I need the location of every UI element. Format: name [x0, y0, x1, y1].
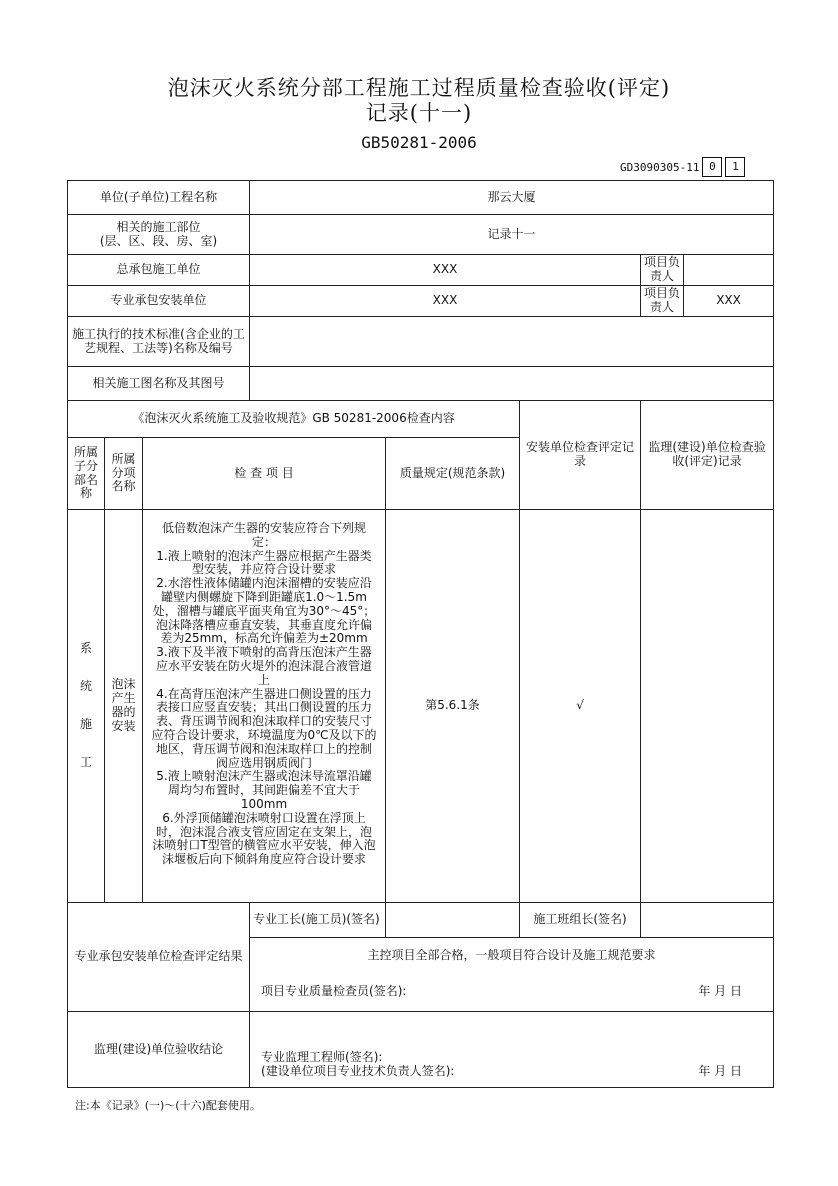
supervisor-engineer-label: 专业监理工程师(签名): — [261, 1050, 383, 1065]
project-manager-value-1 — [684, 255, 774, 286]
foreman-signature-value — [386, 903, 520, 938]
form-code — [620, 156, 745, 178]
check-item: 5.液上喷射泡沫产生器或泡沫导流罩沿罐周均匀布置时，其间距偏差不宜大于100mm — [156, 769, 372, 811]
footer-note: 注:本《记录》(一)～(十六)配套使用。 — [75, 1099, 261, 1112]
owner-tech-label: (建设单位项目专业技术负责人签名): — [261, 1064, 455, 1079]
form-code-text: GD3090305-11 — [620, 160, 700, 174]
tech-standard-value — [250, 317, 774, 367]
installer-result-text: 主控项目全部合格，一般项目符合设计及施工规范要求 — [250, 938, 774, 974]
inspection-form-table — [67, 180, 774, 1088]
subsection-char-4: 工 — [79, 754, 92, 769]
check-item: 4.在高背压泡沫产生器进口侧设置的压力表接口应竖直安装；其出口侧设置的压力表、背压调节阀和泡沫取样口的安装尺寸应符合设计要求，环境温度为0℃及以下的地区，背压调节阀和泡沫取样口上的控制阀应选用钢质阀门 — [151, 686, 377, 770]
col-check-item-header: 检 查 项 目 — [143, 438, 386, 510]
check-item-intro: 低倍数泡沫产生器的安装应符合下列规定： — [162, 521, 367, 549]
inspector-signature-label: 项目专业质量检查员(签名): — [261, 984, 407, 999]
form-title-line2: 记录(十一) — [365, 101, 473, 125]
form-code-box-1: 0 — [702, 157, 722, 177]
check-item: 1.液上喷射的泡沫产生器应根据产生器类型安装，并应符合设计要求 — [156, 548, 372, 577]
check-content-header: 《泡沫灭火系统施工及验收规范》GB 50281-2006检查内容 — [68, 401, 520, 438]
installer-check-mark: √ — [520, 510, 641, 903]
drawing-label: 相关施工图名称及其图号 — [68, 367, 250, 401]
foreman-signature-label: 专业工长(施工员)(签名) — [250, 903, 386, 938]
supervisor-record-header: 监理(建设)单位检查验收(评定)记录 — [641, 401, 774, 510]
project-manager-label-1: 项目负责人 — [641, 255, 684, 286]
sub-contractor-label: 专业承包安装单位 — [68, 286, 250, 317]
inspector-date: 年 月 日 — [698, 984, 743, 999]
col-subsection-header: 所属子分部名称 — [68, 438, 105, 510]
form-code-box-2: 1 — [725, 157, 745, 177]
form-title-line1: 泡沫灭火系统分部工程施工过程质量检查验收(评定) — [167, 76, 671, 100]
standard-number: GB50281-2006 — [361, 133, 477, 152]
check-items-list — [143, 510, 386, 903]
construction-part-label-line2: (层、区、段、房、室) — [99, 233, 218, 248]
supervisor-signature-block — [250, 1012, 774, 1088]
supervisor-result-label: 监理(建设)单位验收结论 — [68, 1012, 250, 1088]
supervisor-date: 年 月 日 — [698, 1064, 743, 1079]
team-leader-signature-label: 施工班组长(签名) — [520, 903, 641, 938]
subsection-name — [68, 510, 105, 903]
general-contractor-label: 总承包施工单位 — [68, 255, 250, 286]
check-item: 6.外浮顶储罐泡沫喷射口设置在浮顶上时，泡沫混合液支管应固定在支架上，泡沫喷射口T型管的横管应水平安装，伸入泡沫堰板后向下倾斜角度应符合设计要求 — [152, 810, 376, 867]
item-group-name: 泡沫产生器的安装 — [105, 510, 143, 903]
subsection-char-2: 统 — [79, 679, 92, 694]
drawing-value — [250, 367, 774, 401]
supervisor-signature-labels — [261, 1051, 454, 1079]
construction-part-label — [68, 215, 250, 255]
project-name-value: 那云大厦 — [250, 181, 774, 215]
inspector-signature-row — [250, 974, 774, 1012]
general-contractor-value: XXX — [250, 255, 641, 286]
subsection-char-1: 系 — [79, 641, 92, 656]
construction-part-label-line1: 相关的施工部位 — [116, 219, 201, 234]
project-name-label: 单位(子单位)工程名称 — [68, 181, 250, 215]
construction-part-value: 记录十一 — [250, 215, 774, 255]
tech-standard-label: 施工执行的技术标准(含企业的工艺规程、工法等)名称及编号 — [68, 317, 250, 367]
project-manager-value-2: XXX — [684, 286, 774, 317]
col-quality-rule-header: 质量规定(规范条款) — [386, 438, 520, 510]
project-manager-label-2: 项目负责人 — [641, 286, 684, 317]
supervisor-check-mark — [641, 510, 774, 903]
installer-result-label: 专业承包安装单位检查评定结果 — [68, 903, 250, 1012]
quality-rule-value: 第5.6.1条 — [386, 510, 520, 903]
subsection-char-3: 施 — [79, 717, 92, 731]
sub-contractor-value: XXX — [250, 286, 641, 317]
col-item-group-header: 所属分项名称 — [105, 438, 143, 510]
check-item: 2.水溶性液体储罐内泡沫溜槽的安装应沿罐壁内侧螺旋下降到距罐底1.0～1.5m处，溜槽与罐底平面夹角宜为30°～45°；泡沫降落槽应垂直安装，其垂直度允许偏差为25mm，标高允许偏差为±20mm — [152, 576, 376, 646]
team-leader-signature-value — [641, 903, 774, 938]
installer-record-header: 安装单位检查评定记录 — [520, 401, 641, 510]
check-item: 3.液下及半液下喷射的高背压泡沫产生器应水平安装在防火堤外的泡沫混合液管道上 — [156, 645, 373, 687]
